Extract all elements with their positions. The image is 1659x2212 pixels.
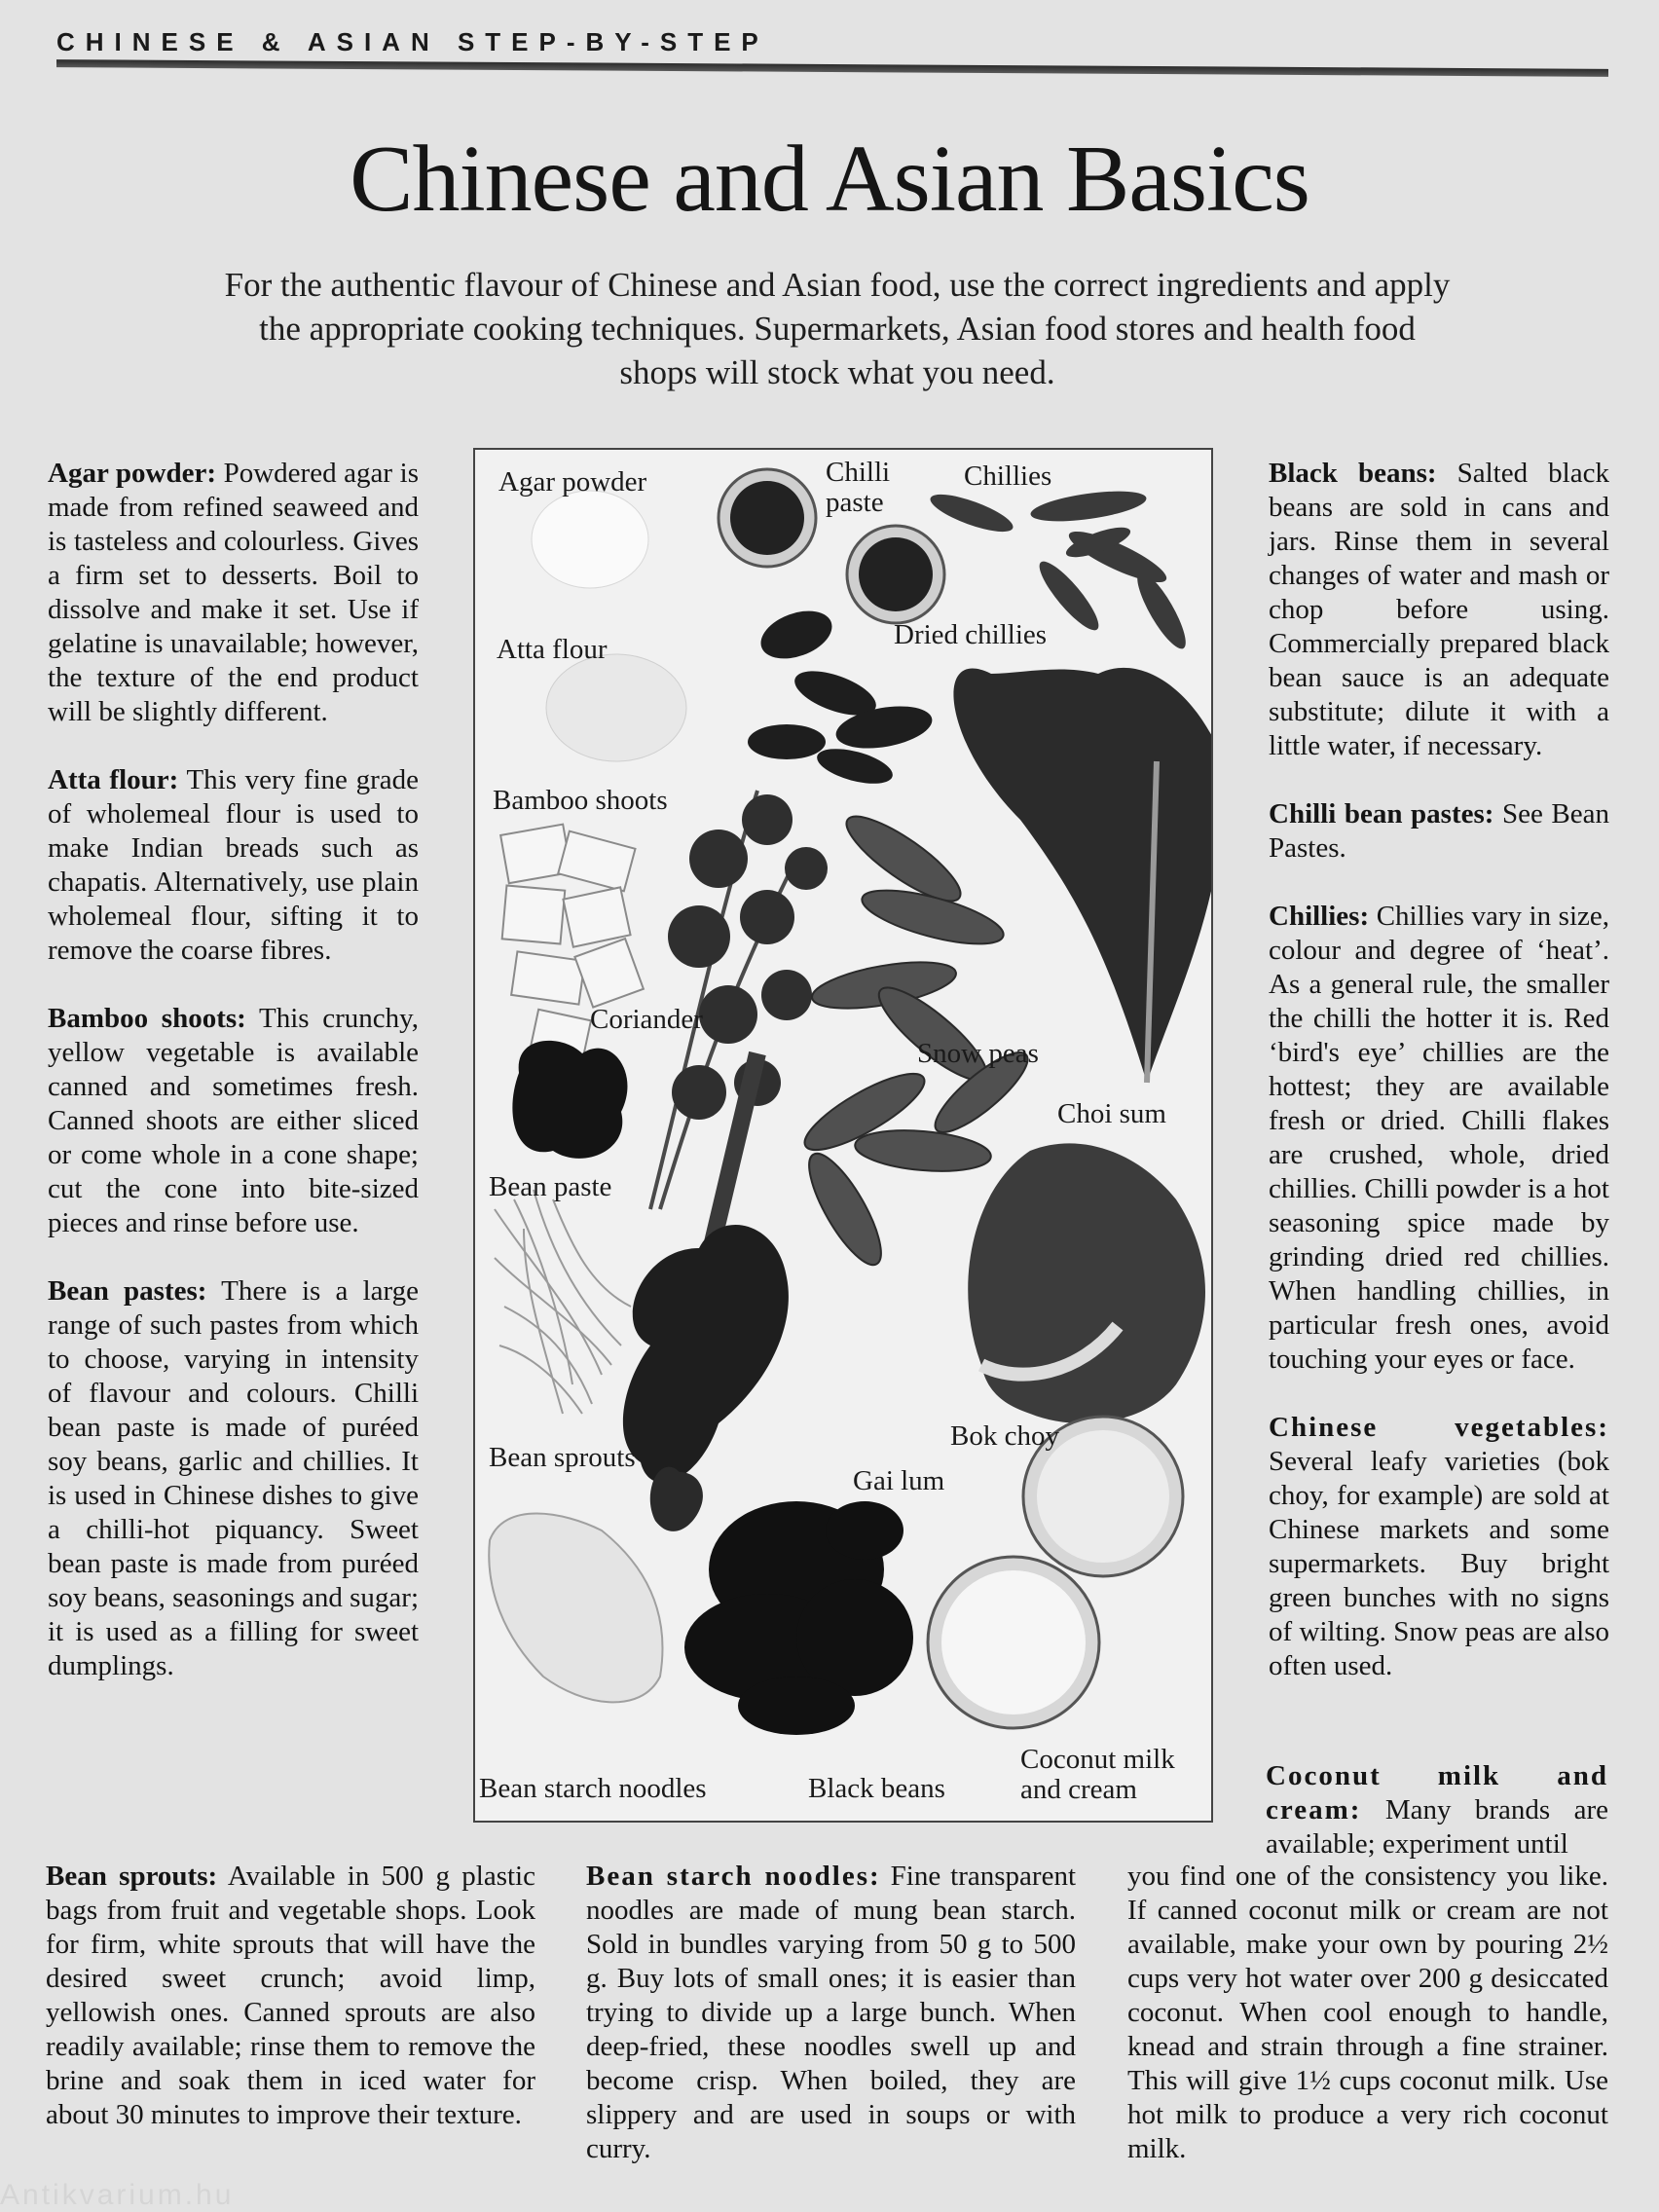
left-column <box>48 457 419 1717</box>
label-coconut-milk-and-cream: Coconut milk and cream <box>1020 1744 1175 1805</box>
label-chillies: Chillies <box>964 461 1052 492</box>
label-black-beans: Black beans <box>808 1773 945 1804</box>
intro-paragraph: For the authentic flavour of Chinese and Asian food, use the correct ingredients and apply the appropriate cooking techniques. Supermarkets, Asian food stores and health food shops will stock what you need. <box>224 266 1451 391</box>
entry-agar-powder: Agar powder: Powdered agar is made from refined seaweed and is tasteless and colourless. Gives a firm set to desserts. Boil to dissolve and make it set. Use if gelatine is unavailable; however, the texture of the end product will be slightly different. <box>48 458 420 727</box>
entry-atta-flour: Atta flour: This very fine grade of wholemeal flour is used to make Indian breads such as chapatis. Alternatively, use plain wholemeal flour, sifting it to remove the coarse fibres. <box>48 764 419 966</box>
bottom-column-1 <box>46 1860 535 2166</box>
label-agar-powder: Agar powder <box>498 466 647 498</box>
entry-coconut-start: Coconut milk and cream: Many brands are available; experiment until <box>1266 1760 1608 1860</box>
bean-starch-noodles <box>489 1514 662 1703</box>
label-chilli-paste: Chilli paste <box>826 457 891 518</box>
bottom-column-3 <box>1127 1860 1608 2200</box>
label-snow-peas: Snow peas <box>917 1038 1039 1069</box>
label-bok-choy: Bok choy <box>950 1420 1059 1452</box>
bok-choy <box>968 1143 1205 1423</box>
entry-bean-starch-noodles: Bean starch noodles: Fine transparent noodles are made of mung bean starch. Sold in bundles varying from 50 g to 500 g. Buy lots of small ones; it is easier than trying to divide up a large bunch. When deep-fried, these noodles swell up and become crisp. When boiled, they are slippery and are used in soups or with curry. <box>586 1861 1077 2164</box>
black-beans <box>684 1501 913 1735</box>
entry-bean-pastes: Bean pastes: There is a large range of such pastes from which to choose, varying in intensity of flavour and colours. Chilli bean paste is made of puréed soy beans, garlic and chillies. It is used in Chinese dishes to give a chilli-hot piquancy. Sweet bean paste is made from puréed soy beans, seasonings and sugar; it is used as a filling for sweet dumplings. <box>48 1275 419 1681</box>
label-bean-sprouts: Bean sprouts <box>489 1442 636 1473</box>
series-header: CHINESE & ASIAN STEP-BY-STEP <box>56 27 769 56</box>
label-bamboo-shoots: Bamboo shoots <box>493 785 668 816</box>
ingredients-photo <box>473 448 1213 1823</box>
bean-paste-pile <box>512 1041 627 1159</box>
watermark: Antikvarium.hu <box>0 2179 235 2211</box>
entry-chinese-vegetables: Chinese vegetables: Several leafy varieties (bok choy, for example) are sold at Chinese markets and some supermarkets. Buy bright green bunches with no signs of wilting. Snow peas are also often used. <box>1269 1412 1609 1681</box>
choi-sum-leaf <box>953 668 1213 1083</box>
label-gai-lum: Gai lum <box>853 1465 945 1496</box>
label-choi-sum: Choi sum <box>1057 1098 1166 1129</box>
agar-powder-pile <box>532 491 648 588</box>
bean-sprouts <box>495 1190 631 1414</box>
entry-bean-sprouts: Bean sprouts: Available in 500 g plastic bags from fruit and vegetable shops. Look for firm, white sprouts that will have the desired sweet crunch; avoid limp, yellowish ones. Canned sprouts are also readily available; rinse them to remove the brine and soak them in iced water for about 30 minutes to improve their texture. <box>46 1861 535 2130</box>
header-rule <box>56 59 1608 77</box>
atta-flour-pile <box>546 654 686 761</box>
label-bean-starch-noodles: Bean starch noodles <box>479 1773 707 1804</box>
label-dried-chillies: Dried chillies <box>894 619 1048 650</box>
entry-bamboo-shoots: Bamboo shoots: This crunchy, yellow vegetable is available canned and sometimes fresh. Canned shoots are either sliced or come whole in a cone shape; cut the cone into bite-sized pieces and rinse before use. <box>48 1003 419 1238</box>
entry-black-beans: Black beans: Salted black beans are sold in cans and jars. Rinse them in several changes of water and mash or chop before using. Commercially prepared black bean sauce is an adequate substitute; dilute it with a little water, if necessary. <box>1269 458 1609 761</box>
bottom-column-2 <box>586 1860 1076 2200</box>
right-column <box>1269 457 1609 1717</box>
chilli-paste-fill <box>730 481 804 555</box>
gai-lum-leaves <box>623 1225 789 1483</box>
entry-chilli-bean-pastes: Chilli bean pastes: See Bean Pastes. <box>1269 798 1609 864</box>
label-atta-flour: Atta flour <box>497 634 608 665</box>
chilli-paste-fill-2 <box>859 537 933 611</box>
label-coriander: Coriander <box>590 1004 703 1035</box>
page-title: Chinese and Asian Basics <box>350 127 1309 232</box>
label-bean-paste: Bean paste <box>489 1171 612 1202</box>
entry-coconut-continued: you find one of the consistency you like. If canned coconut milk or cream are not available, make your own by pouring 2½ cups very hot water over 200 g desiccated coconut. When cool enough to handle, knead and strain through a fine strainer. This will give 1½ cups coconut milk. Use hot milk to produce a very rich coconut milk. <box>1127 1861 1608 2164</box>
entry-chillies: Chillies: Chillies vary in size, colour and degree of ‘heat’. As a general rule, the smaller the chilli the hotter it is. Red ‘bird's eye’ chillies are the hottest; they are available fresh or dried. Chilli flakes are crushed, whole, dried chillies. Chilli powder is a hot seasoning spice made by grinding dried red chillies. When handling chillies, in particular fresh ones, avoid touching your eyes or face. <box>1269 901 1610 1375</box>
